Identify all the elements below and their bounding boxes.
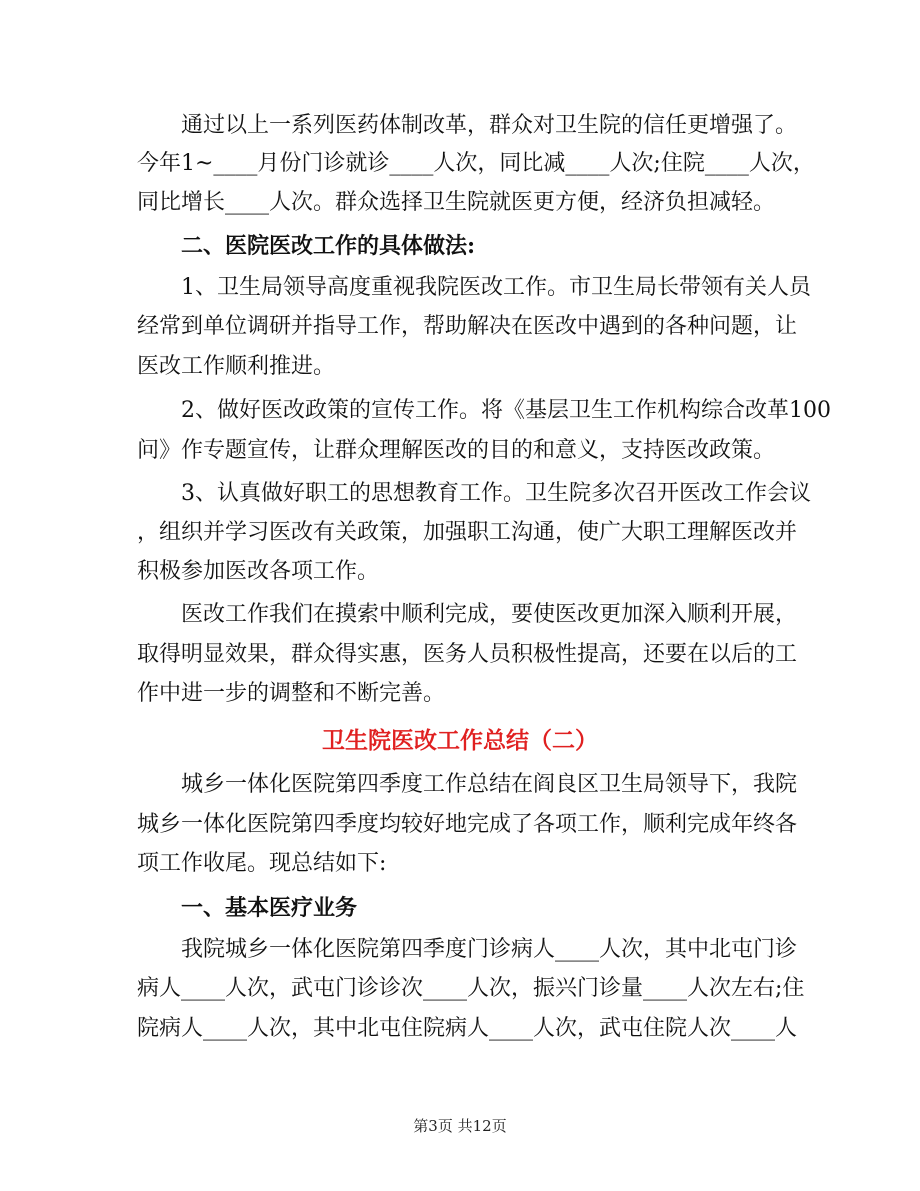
paragraph-line: 同比增长____人次。群众选择卫生院就医更方便，经济负担减轻。 (137, 190, 776, 215)
section-title: 卫生院医改工作总结（二） (322, 727, 598, 754)
paragraph-line: ，组织并学习医改有关政策，加强职工沟通，使广大职工理解医改并 (137, 520, 798, 545)
paragraph-line: 院病人____人次，其中北屯住院病人____人次，武屯住院人次____人 (137, 1016, 798, 1041)
paragraph-line: 医改工作顺利推进。 (137, 354, 336, 379)
paragraph-line: 3、认真做好职工的思想教育工作。卫生院多次召开医改工作会议 (181, 481, 811, 506)
paragraph-line: 积极参加医改各项工作。 (137, 559, 380, 584)
paragraph-line: 医改工作我们在摸索中顺利完成，要使医改更加深入顺利开展， (181, 602, 798, 627)
paragraph-line: 2、做好医改政策的宣传工作。将《基层卫生工作机构综合改革100 (181, 398, 831, 423)
paragraph-line: 1、卫生局领导高度重视我院医改工作。市卫生局长带领有关人员 (181, 275, 811, 300)
paragraph-line: 作中进一步的调整和不断完善。 (137, 681, 446, 706)
paragraph-line: 项工作收尾。现总结如下: (137, 851, 387, 876)
page-number: 第3页 共12页 (413, 1117, 507, 1135)
paragraph-line: 我院城乡一体化医院第四季度门诊病人____人次，其中北屯门诊 (181, 937, 798, 962)
section-heading: 二、医院医改工作的具体做法: (181, 233, 476, 259)
paragraph-line: 城乡一体化医院第四季度工作总结在阎良区卫生局领导下，我院 (181, 772, 798, 797)
paragraph-line: 病人____人次，武屯门诊诊次____人次，振兴门诊量____人次左右;住 (137, 976, 805, 1001)
paragraph-line: 经常到单位调研并指导工作，帮助解决在医改中遇到的各种问题，让 (137, 314, 798, 339)
paragraph-line: 通过以上一系列医药体制改革，群众对卫生院的信任更增强了。 (181, 113, 798, 138)
paragraph-line: 问》作专题宣传，让群众理解医改的目的和意义，支持医改政策。 (137, 438, 776, 463)
paragraph-line: 城乡一体化医院第四季度均较好地完成了各项工作，顺利完成年终各 (137, 812, 798, 837)
paragraph-line: 今年1~____月份门诊就诊____人次，同比减____人次;住院____人次， (137, 151, 815, 176)
paragraph-line: 取得明显效果，群众得实惠，医务人员积极性提高，还要在以后的工 (137, 642, 798, 667)
section-heading: 一、基本医疗业务 (181, 895, 358, 921)
